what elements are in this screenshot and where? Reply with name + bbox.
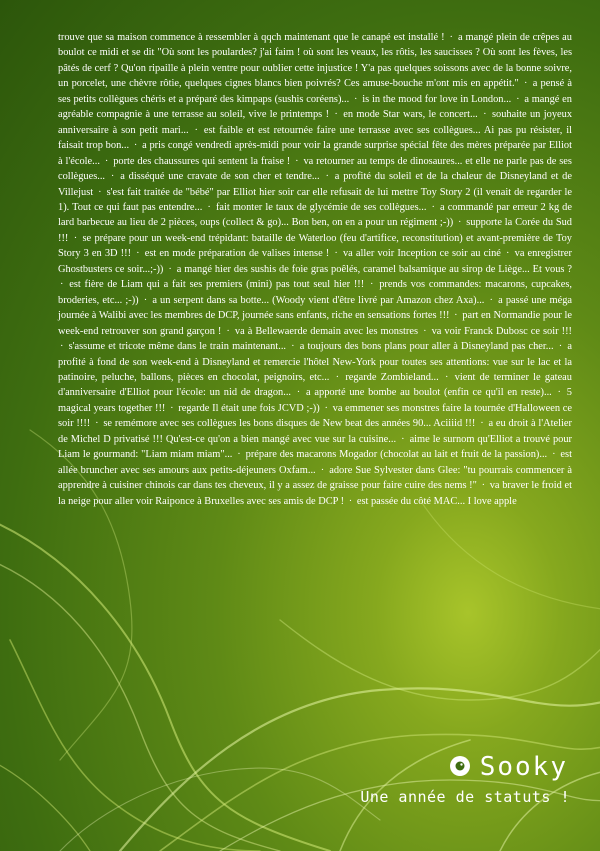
status-item: a passé une méga journée à Walibi avec les membres de DCP, journée sans enfants, riche en sensations fortes !!!: [58, 294, 573, 322]
status-separator: ·: [291, 341, 295, 353]
status-item: est fière de Liam qui a fait ses premiers (mini) pas tout seul hier !!!: [69, 279, 365, 291]
status-item: aime le surnom qu'Elliot a trouvé pour Liam le gourmand: "Liam miam miam"...: [58, 433, 573, 461]
status-separator: ·: [325, 171, 329, 183]
status-separator: ·: [334, 248, 338, 260]
status-item: en mode Star wars, le concert...: [343, 109, 478, 121]
status-separator: ·: [348, 495, 353, 507]
status-separator: ·: [401, 433, 405, 445]
status-item: est en mode préparation de valises intense !: [144, 248, 330, 260]
status-separator: ·: [516, 93, 520, 105]
status-item: s'est fait traitée de "bébé" par Elliot hier soir car elle refusait de lui mettre Toy Story 2 (il venait de regarder le 1). Tout ce qui faut pas entendre...: [58, 186, 572, 213]
status-separator: ·: [320, 464, 325, 476]
status-item: a mangé en agréable compagnie à une terrasse au soleil, vive le printemps !: [58, 93, 572, 121]
status-item: regarde Il était une fois JCVD ;-)): [178, 402, 320, 414]
status-item: se prépare pour un week-end trépidant: bataille de Waterloo (feu d'artifice, reconstitution) et avant-première de Toy Story 3 en 3D !!!: [58, 232, 572, 260]
status-separator: ·: [431, 201, 435, 213]
status-separator: ·: [136, 248, 140, 260]
status-item: prends vos commandes: macarons, cupcakes, broderies, etc... ;-)): [58, 279, 572, 306]
status-list: [58, 30, 572, 509]
status-separator: ·: [489, 294, 493, 306]
status-item: vient de terminer le gateau d'anniversaire d'Elliot pour l'école: un nid de dragon...: [58, 371, 572, 399]
status-separator: ·: [207, 201, 211, 213]
status-item: souhaite un joyeux anniversaire à son petit mari...: [58, 109, 573, 136]
status-separator: ·: [457, 217, 462, 229]
status-separator: ·: [354, 93, 358, 105]
status-item: prépare des macarons Mogador (chocolat au lait et fruit de la passion)...: [245, 449, 548, 461]
status-separator: ·: [73, 232, 78, 244]
status-item: va enregistrer Ghostbusters ce soir...;-)): [58, 248, 572, 275]
status-item: se remémore avec ses collègues les bons disques de New beat des années 90... Aciiiid !!!: [103, 418, 476, 430]
status-separator: ·: [444, 371, 449, 383]
status-separator: ·: [335, 371, 340, 383]
status-separator: ·: [483, 109, 487, 121]
status-item: s'assume et tricote même dans le train maintenant...: [68, 341, 287, 353]
status-item: is in the mood for love in London...: [362, 93, 512, 105]
status-item: a apporté une bombe au boulot (enfin ce qu'il en reste)...: [306, 387, 552, 399]
status-item: a un serpent dans sa botte... (Woody vient d'être livré par Amazon chez Axa)...: [152, 294, 485, 306]
status-item: est faible et est retournée faire une terrasse avec ses collègues... Ai pas pu résister, il faisait trop bon...: [58, 124, 572, 152]
status-separator: ·: [104, 155, 109, 167]
status-item: fait monter le taux de glycémie de ses collègues...: [215, 201, 427, 213]
status-item: a pris congé vendredi après-midi pour voir la grande surprise spécial fête des mères préparée par Elliot à l'école...: [58, 140, 572, 167]
status-separator: ·: [237, 449, 241, 461]
status-item: porte des chaussures qui sentent la fraise !: [113, 155, 291, 167]
status-separator: ·: [98, 186, 102, 198]
status-separator: ·: [449, 32, 453, 43]
status-item: supporte la Corée du Sud !!!: [58, 217, 572, 244]
status-item: 5 magical years together !!!: [58, 387, 572, 414]
status-item: est passée du côté MAC... I love apple: [356, 495, 517, 507]
brand-signature: [310, 752, 570, 812]
status-separator: ·: [481, 480, 486, 492]
status-separator: ·: [506, 248, 510, 260]
status-separator: ·: [480, 418, 484, 430]
status-separator: ·: [194, 124, 198, 136]
status-item: va retourner au temps de dinosaures... et elle ne parle pas de ses collègues...: [58, 155, 572, 183]
status-item: a profité à fond de son week-end à Disneyland et remercie l'hôtel New-York pour toutes ses attentions: vue sur le lac et la patinoire, peluche, ballons, pièces en chocolat, peignoirs, etc...: [58, 341, 572, 383]
status-separator: ·: [60, 279, 64, 291]
brand-subtitle: Une année de statuts !: [360, 788, 570, 806]
status-item: est allée bruncher avec ses amours aux petits-déjeuners Oxfam...: [58, 449, 572, 476]
status-separator: ·: [557, 387, 561, 399]
status-separator: ·: [170, 402, 174, 414]
status-separator: ·: [324, 402, 328, 414]
status-item: a pensé à ses petits collègues chéris et a préparé des kimpaps (sushis coréens)...: [58, 78, 573, 105]
status-separator: ·: [454, 310, 458, 322]
status-separator: ·: [295, 155, 299, 167]
status-separator: ·: [226, 325, 230, 337]
status-separator: ·: [334, 109, 338, 121]
status-separator: ·: [296, 387, 301, 399]
status-item: va aller voir Inception ce soir au ciné: [342, 248, 501, 260]
status-separator: ·: [143, 294, 148, 306]
status-item: a profité du soleil et de la chaleur de Disneyland et de Villejust: [58, 171, 572, 198]
status-item: va emmener ses monstres faire la tournée d'Halloween ce soir !!!!: [58, 402, 572, 430]
status-separator: ·: [423, 325, 427, 337]
status-separator: ·: [552, 449, 556, 461]
status-separator: ·: [95, 418, 99, 430]
status-item: va à Bellewaerde demain avec les monstres: [234, 325, 419, 337]
status-separator: ·: [369, 279, 374, 291]
status-item: regarde Zombieland...: [345, 371, 439, 383]
status-item: a mangé hier des sushis de foie gras poêlés, caramel balsamique au sirop de Liège... Et vous ?: [176, 263, 572, 275]
status-separator: ·: [524, 78, 528, 90]
status-item: a toujours des bons plans pour aller à Disneyland pas cher...: [299, 341, 554, 353]
status-item: part en Normandie pour le week-end retrouver son grand garçon !: [58, 310, 573, 337]
status-item: a mangé plein de crêpes au boulot ce midi et se dit "Où sont les poulardes? j'ai faim ! où sont les veaux, les rôtis, les saucisses ? Où sont les fèves, les pâtés de cerf ? Qu'on ripaille à plein ventre pour oublier cette injustice ! Y'a pas quelques soissons avec de la bonne soivre, un porcelet, une chèvre rôtie, quelques cignes blancs bien poivrés? Ces amuse-bouche m'ont mis en appétit.": [58, 32, 572, 90]
eye-icon: [449, 755, 471, 777]
status-item: a disséqué une cravate de son cher et tendre...: [120, 171, 320, 183]
status-separator: ·: [558, 341, 563, 353]
status-separator: ·: [110, 171, 115, 183]
status-separator: ·: [133, 140, 138, 152]
status-separator: ·: [60, 341, 64, 353]
brand-name: Sooky: [479, 752, 568, 782]
status-item: a eu droit à l'Atelier de Michel D privatisé !!! Qu'est-ce qu'on a bien mangé avec vue sur la cuisine...: [58, 418, 572, 445]
status-item: a commandé par erreur 2 kg de lard barbecue au lieu de 2 pièces, oups (collect & go)... Bon ben, on en a pour un régiment ;-)): [58, 201, 572, 229]
status-item: adore Sue Sylvester dans Glee: "tu pourrais commencer à apprendre à cuisiner chinois car dans tes cheveux, il y a assez de graisse pour faire cuire des nems !": [58, 464, 572, 492]
status-separator: ·: [168, 263, 172, 275]
status-item: va voir Franck Dubosc ce soir !!!: [431, 325, 572, 337]
status-item: trouve que sa maison commence à ressembler à qqch maintenant que le canapé est installé !: [58, 32, 445, 43]
status-item: va braver le froid et la neige pour aller voir Raiponce à Bruxelles avec ses amis de DCP !: [58, 480, 572, 507]
